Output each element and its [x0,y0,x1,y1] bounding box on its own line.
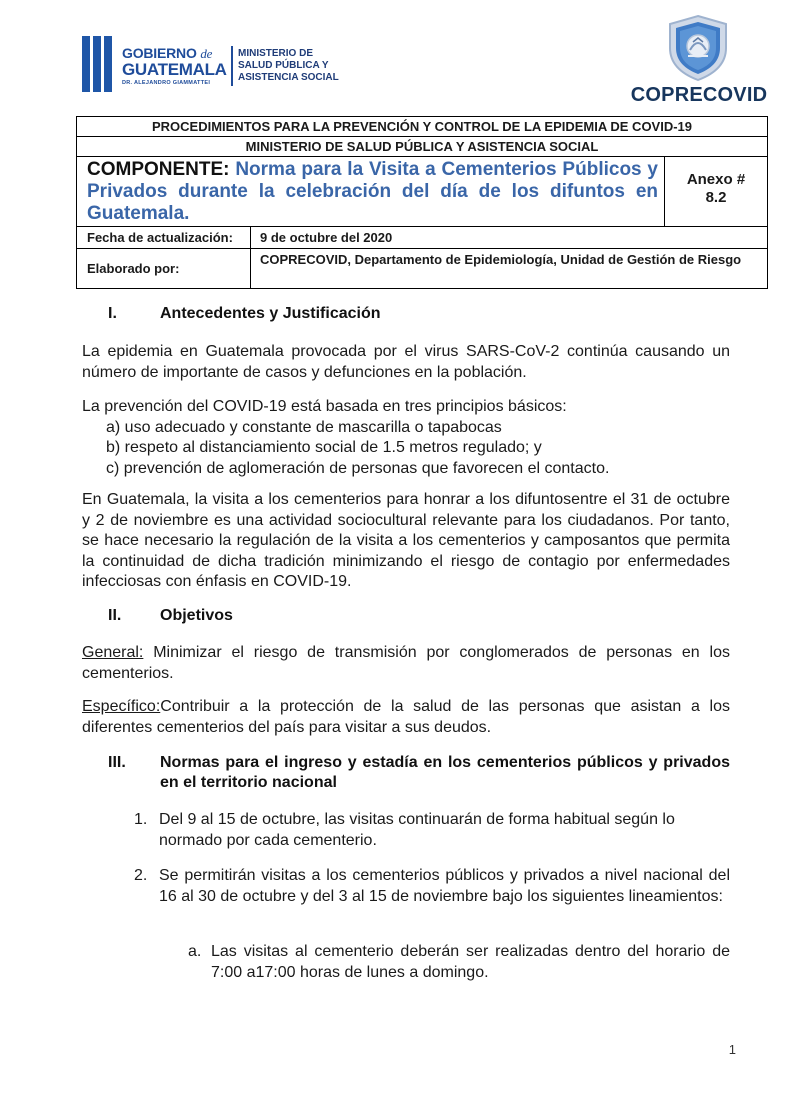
page-number: 1 [728,1042,736,1057]
sub-list-item [188,942,730,983]
objective-especifico [82,697,730,738]
list-item: b) respeto al distanciamiento social de 1.5 metros regulado; y [106,439,542,456]
flag-bars-icon [82,36,114,92]
section-number: II. [108,607,122,624]
procedures-title: PROCEDIMIENTOS PARA LA PREVENCIÓN Y CONTROL DE LA EPIDEMIA DE COVID-19 [151,119,693,134]
list-item-line: normado por cada cementerio. [159,831,377,849]
section-number: III. [108,754,126,771]
list-item: a) uso adecuado y constante de mascarilla o tapabocas [106,418,502,436]
section-heading [108,753,730,793]
section-title: Normas para el ingreso y estadía en los cementerios públicos y privados en el territorio nacional [160,754,730,791]
gobierno-guatemala-logo [82,36,352,92]
elaborado-value: COPRECOVID, Departamento de Epidemiología, Unidad de Gestión de Riesgo [260,252,742,267]
ministry-line: ASISTENCIA SOCIAL [238,72,339,83]
especifico-text: Contribuir a la protección de la salud de las personas que asistan a los diferentes cementerios del país para visitar a sus deudos. [82,698,730,736]
especifico-label: Específico: [82,698,161,715]
list-item: c) prevención de aglomeración de personas que favorecen el contacto. [106,459,610,477]
table-row [77,157,767,227]
general-label: General: [82,644,144,661]
list-item [134,810,730,851]
coprecovid-logo [628,14,770,108]
list-item-text [159,810,730,851]
document-header-table [76,116,768,289]
gob-line3: DR. ALEJANDRO GIAMMATTEI [122,80,211,86]
ministry-wordmark [238,48,339,84]
list-marker: a. [188,943,202,960]
table-row [77,117,767,137]
gob-line1: GOBIERNO [122,45,197,61]
list-item [134,866,730,907]
gobierno-wordmark [122,46,227,87]
section-title: Objetivos [160,607,233,624]
shield-icon [664,14,732,82]
fecha-value: 9 de octubre del 2020 [260,230,393,245]
component-text [77,157,664,225]
coprecovid-wordmark: COPRECOVID [630,84,768,106]
principles-block [82,397,730,479]
anexo-number: 8.2 [705,189,727,206]
table-row [77,137,767,157]
anexo-cell [665,157,767,226]
list-item-text: Se permitirán visitas a los cementerios públicos y privados a nivel nacional del 16 al 30 de octubre y del 3 al 15 de noviembre bajo los siguientes lineamientos: [159,867,730,905]
objective-general [82,643,730,684]
table-row [77,249,767,288]
principles-intro: La prevención del COVID-19 está basada en tres principios básicos: [82,398,567,415]
section-title: Antecedentes y Justificación [160,305,381,322]
component-title: Norma para la Visita a Cementerios Públicos y Privados durante la celebración del día de los difuntos en Guatemala. [87,159,659,224]
paragraph: La epidemia en Guatemala provocada por el virus SARS-CoV-2 continúa causando un número de importante de casos y defunciones en la población. [82,343,730,381]
paragraph: En Guatemala, la visita a los cementerios para honrar a los difuntosentre el 31 de octubre y 2 de noviembre es una actividad sociocultural relevante para los ciudadanos. Por tanto, se hace necesario la regulación de la visita a los cementerios y camposantos que permita la continuidad de dicha tradición minimizando el riesgo de contagio por enfermedades infecciosas con énfasis en COVID-19. [82,491,730,590]
gob-line2: GUATEMALA [122,60,227,79]
gob-de: de [200,46,213,61]
list-marker: 2. [134,867,148,884]
elaborado-label: Elaborado por: [77,249,251,288]
component-label: COMPONENTE: [87,159,230,180]
ministry-line: SALUD PÚBLICA Y [238,60,329,71]
list-marker: 1. [134,811,148,828]
ministry-line: MINISTERIO DE [238,48,314,59]
list-item-line: Del 9 al 15 de octubre, las visitas continuarán de forma habitual según lo [159,811,675,828]
list-item-text: Las visitas al cementerio deberán ser realizadas dentro del horario de 7:00 a17:00 horas de lunes a domingo. [211,943,730,981]
logo-divider [231,46,233,86]
fecha-label: Fecha de actualización: [77,227,251,248]
section-number: I. [108,305,117,322]
ministry-title: MINISTERIO DE SALUD PÚBLICA Y ASISTENCIA SOCIAL [245,139,599,154]
component-cell [77,157,665,226]
general-text: Minimizar el riesgo de transmisión por conglomerados de personas en los cementerios. [82,644,730,682]
table-row [77,227,767,249]
anexo-label: Anexo # [686,171,746,188]
